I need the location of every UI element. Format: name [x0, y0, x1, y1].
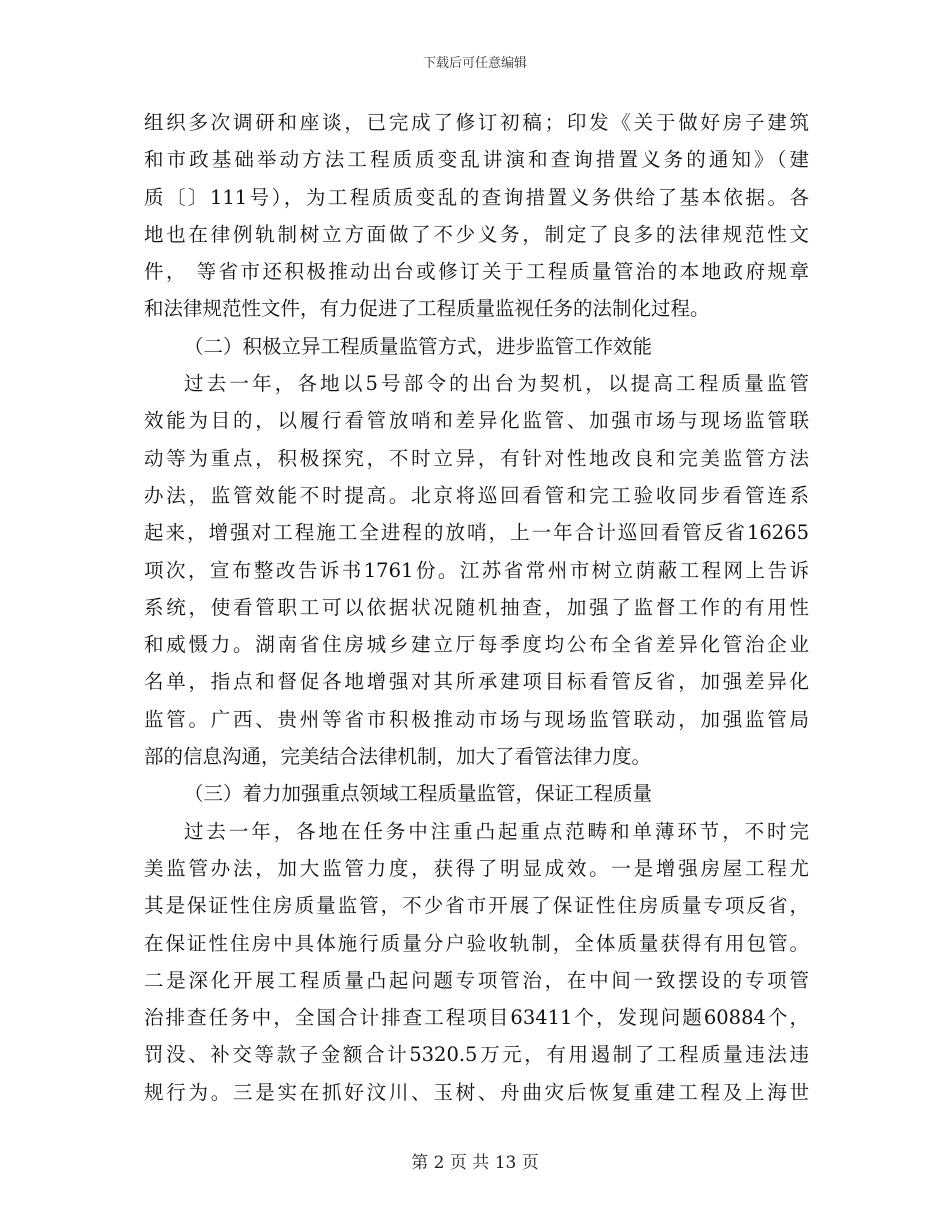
document-body [144, 104, 809, 1111]
paragraph-line: 起来，增强对工程施工全进程的放哨，上一年合计巡回看管反省16265 [144, 521, 809, 545]
paragraph-line: 件， 等省市还积极推动出台或修订关于工程质量管治的本地政府规章 [144, 260, 809, 284]
paragraph-line: 二是深化开展工程质量凸起问题专项管治，在中间一致摆设的专项管 [144, 968, 809, 992]
paragraph-line: 部的信息沟通，完美结合法律机制，加大了看管法律力度。 [144, 745, 652, 769]
section-heading: （三）着力加强重点领域工程质量监管，保证工程质量 [184, 782, 653, 806]
paragraph-line: 名单，指点和督促各地增强对其所承建项目标看管反省，加强差异化 [144, 670, 809, 694]
paragraph-line: 组织多次调研和座谈，已完成了修订初稿；印发《关于做好房子建筑 [144, 111, 809, 134]
paragraph-line: 过去一年，各地以5号部令的出台为契机，以提高工程质量监管 [184, 372, 809, 396]
paragraph-line: 过去一年，各地在任务中注重凸起重点范畴和单薄环节，不时完 [184, 819, 809, 843]
paragraph-line: 美监管办法，加大监管力度，获得了明显成效。一是增强房屋工程尤 [144, 856, 809, 880]
paragraph-line: 动等为重点，积极探究，不时立异，有针对性地改良和完美监管方法 [144, 446, 809, 470]
section-heading: （二）积极立异工程质量监管方式，进步监管工作效能 [184, 334, 653, 358]
paragraph-line: 效能为目的，以履行看管放哨和差异化监管、加强市场与现场监管联 [144, 409, 809, 433]
paragraph-line: 办法，监管效能不时提高。北京将巡回看管和完工验收同步看管连系 [144, 483, 809, 507]
paragraph-line: 和法律规范性文件，有力促进了工程质量监视任务的法制化过程。 [144, 297, 710, 321]
paragraph-line: 其是保证性住房质量监管，不少省市开展了保证性住房质量专项反省， [144, 894, 809, 918]
paragraph-line: 和市政基础举动方法工程质质变乱讲演和查询措置义务的通知》（建 [144, 148, 809, 172]
paragraph-line: 项次，宣布整改告诉书1761份。江苏省常州市树立荫蔽工程网上告诉 [144, 558, 809, 582]
page-header: 下载后可任意编辑 [422, 56, 527, 71]
paragraph-line: 地也在律例轨制树立方面做了不少义务，制定了良多的法律规范性文 [144, 222, 809, 246]
paragraph-line: 在保证性住房中具体施行质量分户验收轨制，全体质量获得有用包管。 [144, 931, 809, 955]
page-footer: 第 2 页 共 13 页 [411, 1153, 539, 1173]
paragraph-line: 系统，使看管职工可以依据状况随机抽查，加强了监督工作的有用性 [144, 595, 809, 619]
paragraph-line: 罚没、补交等款子金额合计5320.5万元，有用遏制了工程质量违法违 [144, 1043, 809, 1067]
paragraph-line: 规行为。三是实在抓好汶川、玉树、舟曲灾后恢复重建工程及上海世 [144, 1080, 809, 1104]
paragraph-line: 治排查任务中，全国合计排查工程项目63411个，发现问题60884个， [144, 1006, 809, 1030]
paragraph-line: 质〔〕111号），为工程质质变乱的查询措置义务供给了基本依据。各 [144, 185, 809, 209]
paragraph-line: 监管。广西、贵州等省市积极推动市场与现场监管联动，加强监管局 [144, 707, 809, 731]
paragraph-line: 和威慑力。湖南省住房城乡建立厅每季度均公布全省差异化管治企业 [144, 633, 809, 657]
